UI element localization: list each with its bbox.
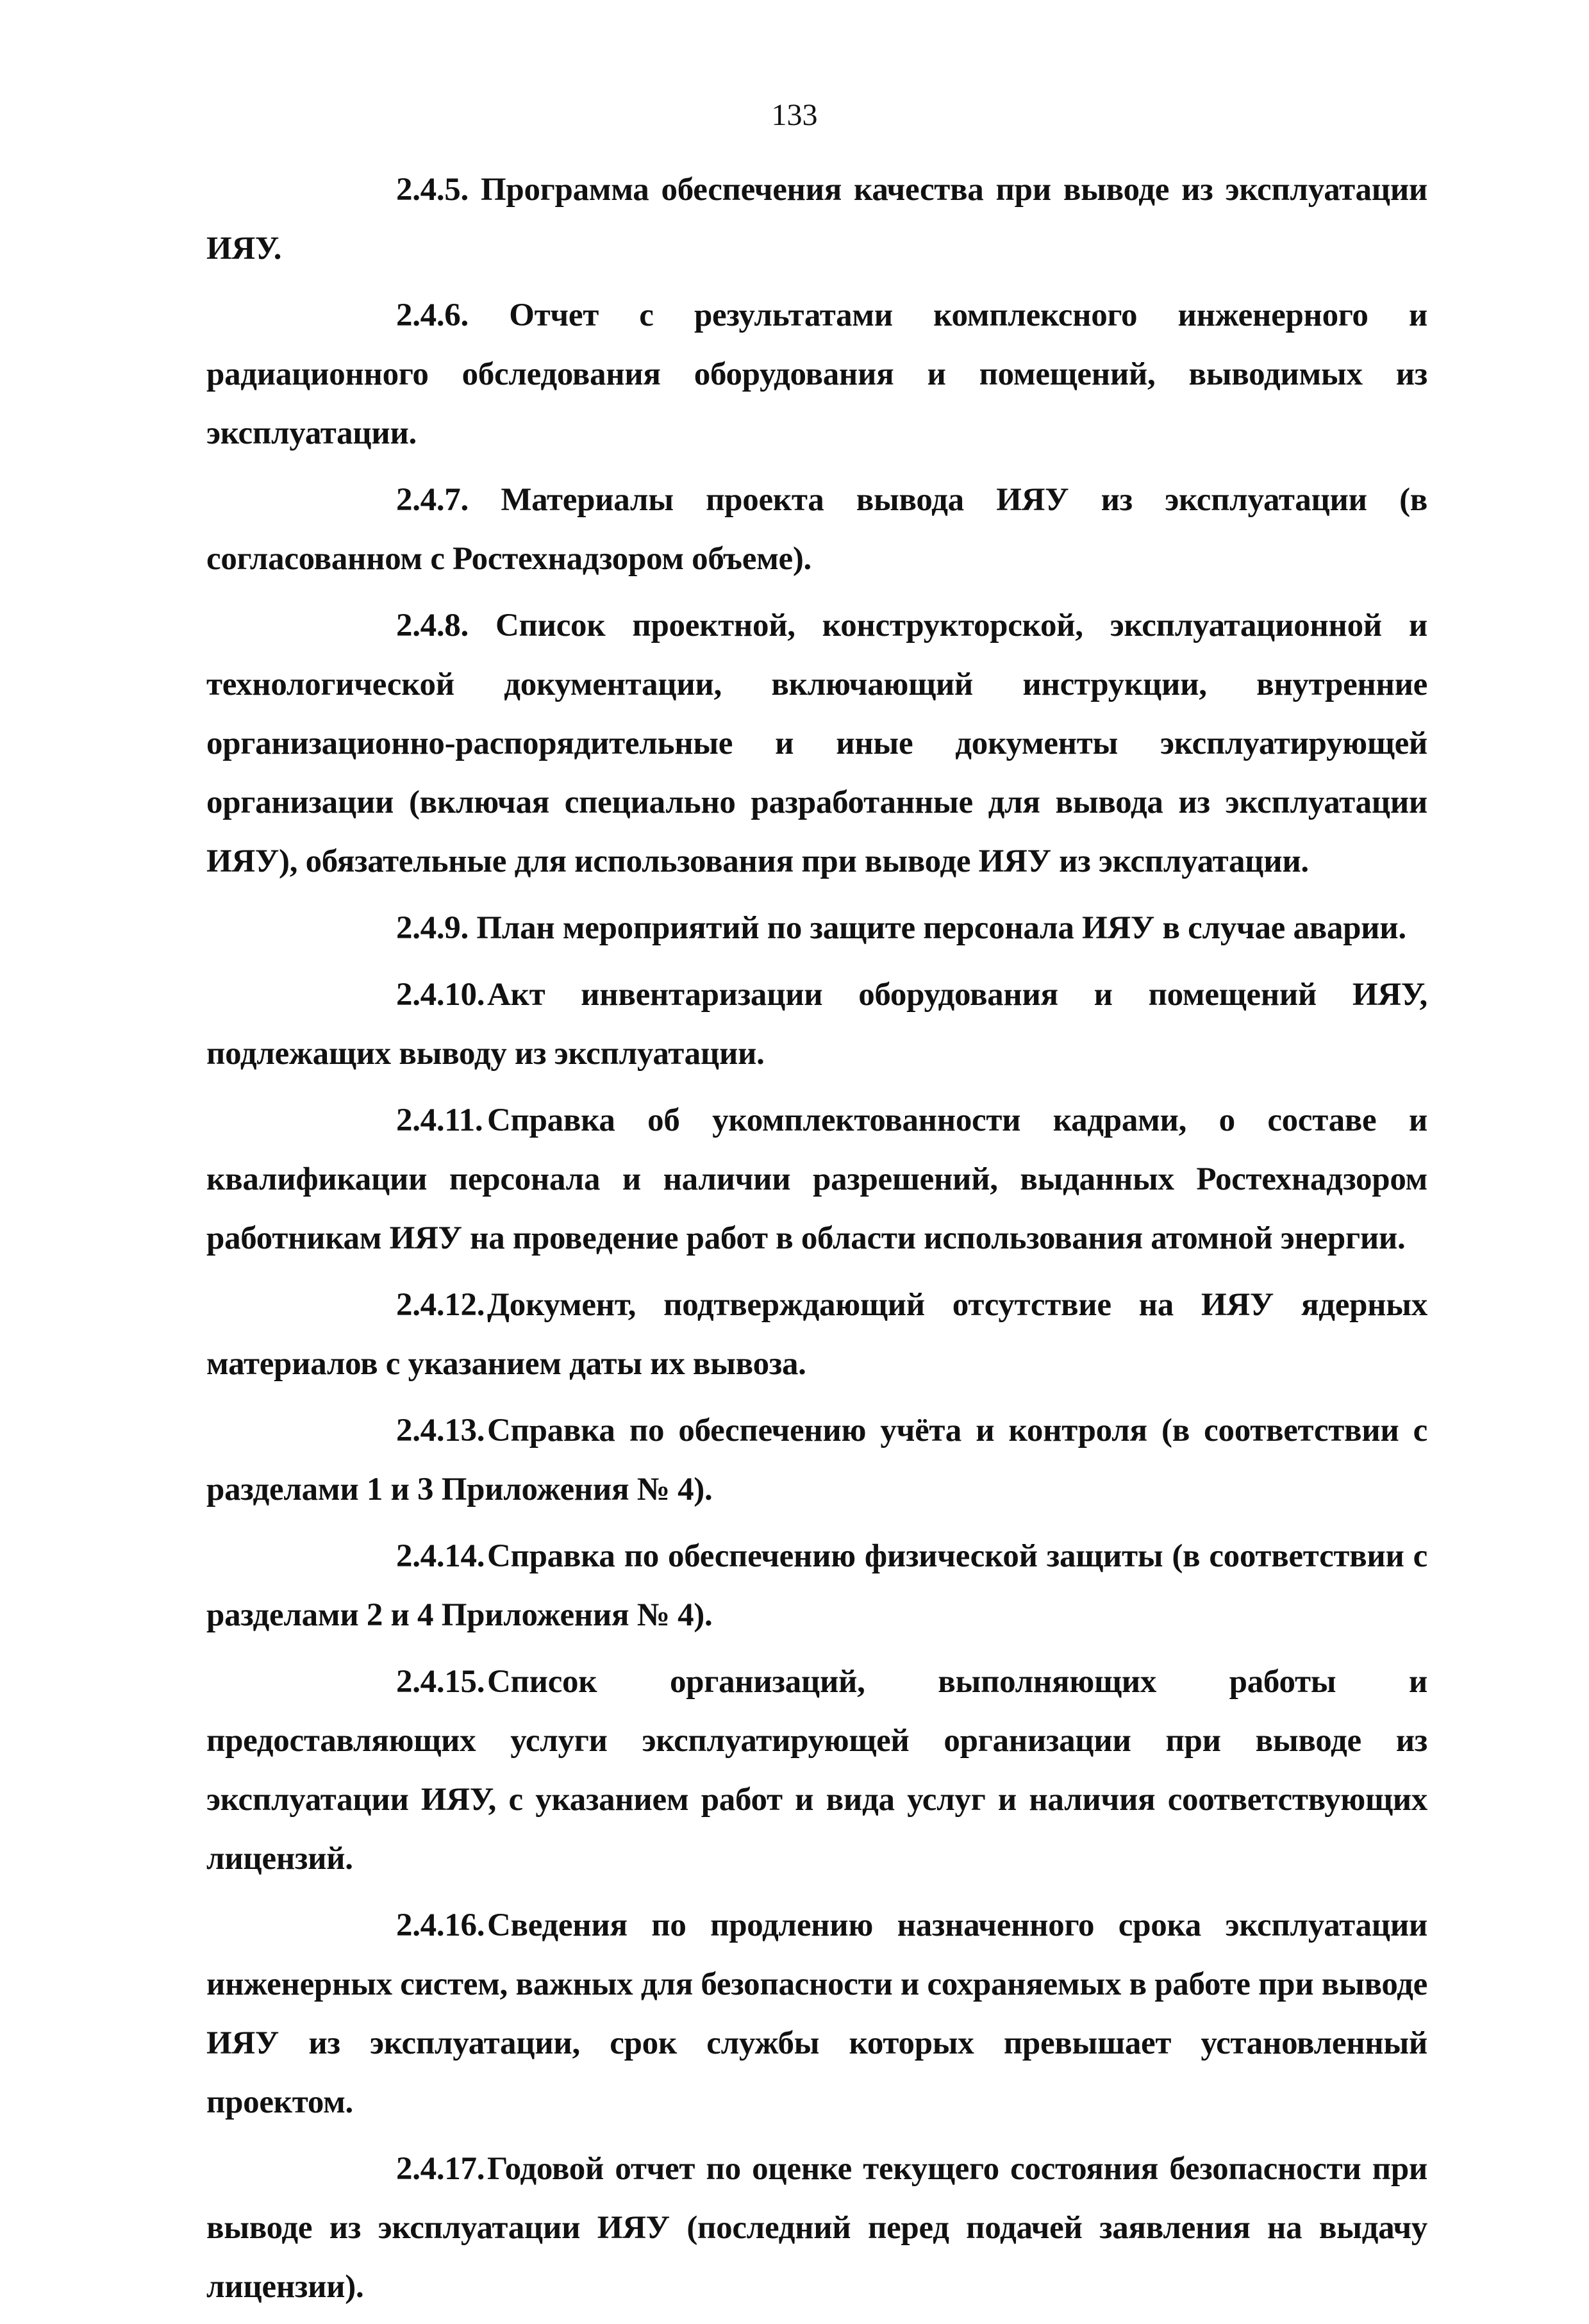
list-item-2-4-7 (206, 470, 1427, 588)
list-item-2-4-13 (206, 1401, 1427, 1519)
item-number: 2.4.14. (396, 1538, 485, 1574)
item-number: 2.4.10. (396, 977, 485, 1013)
item-number: 2.4.17. (396, 2151, 485, 2187)
item-number: 2.4.9. (396, 910, 469, 946)
item-text: Программа обеспечения качества при выводе из эксплуатации ИЯУ. (206, 172, 1427, 267)
item-number: 2.4.8. (396, 608, 469, 643)
item-number: 2.4.7. (396, 482, 469, 518)
item-number: 2.4.11. (396, 1102, 483, 1138)
item-text: Материалы проекта вывода ИЯУ из эксплуатации (в согласованном с Ростехнадзором объеме). (206, 482, 1428, 577)
list-item-2-4-6 (206, 286, 1427, 463)
list-item-2-4-8 (206, 596, 1427, 891)
item-number: 2.4.15. (396, 1664, 485, 1700)
list-item-2-4-17 (206, 2139, 1427, 2316)
list-item-2-4-11 (206, 1091, 1427, 1268)
list-item-2-4-5 (206, 160, 1427, 278)
item-number: 2.4.13. (396, 1413, 485, 1448)
item-number: 2.4.16. (396, 1907, 485, 1943)
page-number: 133 (771, 98, 818, 132)
item-text: Сведения по продлению назначенного срока эксплуатации инженерных систем, важных для безопасности и сохраняемых в работе при выводе ИЯУ из эксплуатации, срок службы которых превышает установленный проектом. (206, 1907, 1427, 2120)
list-item-2-4-15 (206, 1652, 1427, 1888)
item-text: Список проектной, конструкторской, эксплуатационной и технологической документации, включающий инструкции, внутренние организационно-распорядительные и иные документы эксплуатирующей организации (включая специально разработанные для вывода из эксплуатации ИЯУ), обязательные для использования при выводе ИЯУ из эксплуатации. (206, 608, 1427, 879)
item-text: План мероприятий по защите персонала ИЯУ в случае аварии. (476, 910, 1406, 946)
item-number: 2.4.5. (396, 172, 469, 208)
item-text: Справка по обеспечению физической защиты (в соответствии с разделами 2 и 4 Приложения № 4). (206, 1538, 1427, 1633)
item-text: Годовой отчет по оценке текущего состояния безопасности при выводе из эксплуатации ИЯУ (последний перед подачей заявления на выдачу лицензии). (206, 2151, 1427, 2305)
item-number: 2.4.12. (396, 1287, 485, 1323)
item-number: 2.4.6. (396, 297, 469, 333)
item-text: Список организаций, выполняющих работы и предоставляющих услуги эксплуатирующей организации при выводе из эксплуатации ИЯУ, с указанием работ и вида услуг и наличия соответствующих лицензий. (206, 1664, 1427, 1877)
list-item-2-4-9 (206, 899, 1427, 958)
document-body (206, 160, 1427, 2324)
list-item-2-4-16 (206, 1896, 1427, 2132)
list-item-2-4-10 (206, 965, 1427, 1083)
item-text: Справка об укомплектованности кадрами, о составе и квалификации персонала и наличии разрешений, выданных Ростехнадзором работникам ИЯУ на проведение работ в области использования атомной энергии. (206, 1102, 1427, 1256)
list-item-2-4-14 (206, 1527, 1427, 1645)
item-text: Акт инвентаризации оборудования и помещений ИЯУ, подлежащих выводу из эксплуатации. (206, 977, 1427, 1072)
list-item-2-4-12 (206, 1275, 1427, 1393)
item-text: Документ, подтверждающий отсутствие на ИЯУ ядерных материалов с указанием даты их вывоза. (206, 1287, 1427, 1382)
item-text: Справка по обеспечению учёта и контроля (в соответствии с разделами 1 и 3 Приложения № 4). (206, 1413, 1427, 1507)
item-text: Отчет с результатами комплексного инженерного и радиационного обследования оборудования и помещений, выводимых из эксплуатации. (206, 297, 1427, 451)
